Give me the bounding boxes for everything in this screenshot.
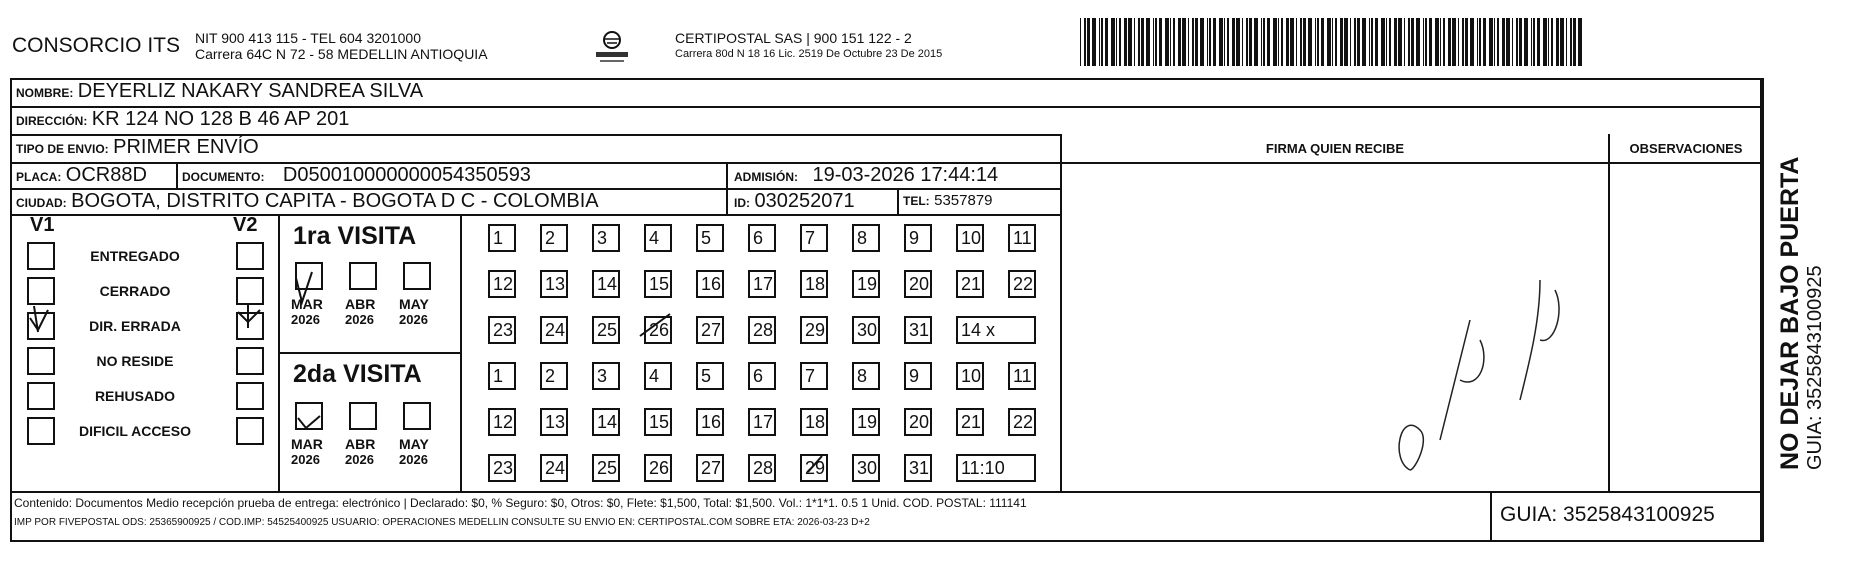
day-box[interactable]: 24: [540, 454, 568, 482]
day-box[interactable]: 9: [904, 224, 932, 252]
nombre-label: NOMBRE:: [16, 86, 74, 100]
day-box[interactable]: 5: [696, 224, 724, 252]
month-label: MAY: [399, 296, 429, 312]
day-box[interactable]: 19: [852, 408, 880, 436]
status-label: DIFICIL ACCESO: [78, 423, 191, 439]
direccion-value: KR 124 NO 128 B 46 AP 201: [91, 108, 350, 130]
day-box[interactable]: 17: [748, 270, 776, 298]
month-label: MAR: [291, 296, 323, 312]
day-box[interactable]: 19: [852, 270, 880, 298]
day-box[interactable]: 2: [540, 224, 568, 252]
day-box[interactable]: 12: [488, 408, 516, 436]
guia-box: GUIA: 3525843100925: [1500, 503, 1715, 526]
year-label: 2026: [291, 452, 320, 467]
nit-line: NIT 900 413 115 - TEL 604 3201000: [195, 30, 421, 46]
day-box[interactable]: 18: [800, 408, 828, 436]
day-box[interactable]: 14: [592, 270, 620, 298]
day-box[interactable]: 25: [592, 316, 620, 344]
day-box[interactable]: 23: [488, 316, 516, 344]
day-box[interactable]: 31: [904, 316, 932, 344]
day-box[interactable]: 27: [696, 316, 724, 344]
day-box[interactable]: 13: [540, 408, 568, 436]
day-box[interactable]: 25: [592, 454, 620, 482]
footer-line2: IMP POR FIVEPOSTAL ODS: 25365900925 / COD.IMP: 54525400925 USUARIO: OPERACIONES MEDELLIN CONSULTE SU ENVIO EN: CERTIPOSTAL.COM SOBRE ETA: 2026-03-23 D+2: [14, 517, 870, 528]
time-box[interactable]: 14 x: [956, 316, 1036, 344]
month-label: ABR: [345, 436, 376, 452]
day-box[interactable]: 10: [956, 362, 984, 390]
day-box[interactable]: 23: [488, 454, 516, 482]
day-box[interactable]: 30: [852, 454, 880, 482]
year-label: 2026: [345, 452, 374, 467]
admision-value: 19-03-2026 17:44:14: [812, 164, 999, 186]
day-box[interactable]: 29: [800, 454, 828, 482]
day-box[interactable]: 3: [592, 362, 620, 390]
day-box[interactable]: 3: [592, 224, 620, 252]
day-box[interactable]: 4: [644, 224, 672, 252]
firma-header: FIRMA QUIEN RECIBE: [1265, 141, 1405, 156]
day-box[interactable]: 20: [904, 270, 932, 298]
day-box[interactable]: 9: [904, 362, 932, 390]
day-box[interactable]: 21: [956, 408, 984, 436]
day-box[interactable]: 26: [644, 454, 672, 482]
day-box[interactable]: 1: [488, 224, 516, 252]
day-box[interactable]: 8: [852, 224, 880, 252]
company-name: CONSORCIO ITS: [12, 34, 181, 57]
day-box[interactable]: 30: [852, 316, 880, 344]
address-line: Carrera 64C N 72 - 58 MEDELLIN ANTIOQUIA: [195, 46, 488, 62]
day-box[interactable]: 16: [696, 408, 724, 436]
day-box[interactable]: 24: [540, 316, 568, 344]
month-label: MAR: [291, 436, 323, 452]
year-label: 2026: [345, 312, 374, 327]
first-visit-title: 1ra VISITA: [293, 222, 417, 250]
day-box[interactable]: 22: [1008, 270, 1036, 298]
second-visit-title: 2da VISITA: [293, 360, 422, 388]
day-box[interactable]: 17: [748, 408, 776, 436]
year-label: 2026: [399, 452, 428, 467]
day-box[interactable]: 20: [904, 408, 932, 436]
side-guia: GUIA: 3525843100925: [1804, 265, 1826, 470]
day-box[interactable]: 14: [592, 408, 620, 436]
day-box[interactable]: 4: [644, 362, 672, 390]
tel-value: 5357879: [934, 192, 993, 209]
day-box[interactable]: 28: [748, 454, 776, 482]
day-box[interactable]: 16: [696, 270, 724, 298]
carrier-line2: Carrera 80d N 18 16 Lic. 2519 De Octubre 23 De 2015: [675, 48, 943, 60]
day-box[interactable]: 21: [956, 270, 984, 298]
day-box[interactable]: 31: [904, 454, 932, 482]
tel-label: TEL:: [903, 194, 930, 208]
year-label: 2026: [291, 312, 320, 327]
day-box[interactable]: 11: [1008, 362, 1036, 390]
day-box[interactable]: 11: [1008, 224, 1036, 252]
day-box[interactable]: 22: [1008, 408, 1036, 436]
day-box[interactable]: 18: [800, 270, 828, 298]
day-box[interactable]: 13: [540, 270, 568, 298]
direccion-label: DIRECCIÓN:: [16, 114, 88, 128]
day-box[interactable]: 28: [748, 316, 776, 344]
status-label: NO RESIDE: [96, 353, 174, 369]
day-box[interactable]: 15: [644, 270, 672, 298]
day-box[interactable]: 15: [644, 408, 672, 436]
day-box[interactable]: 7: [800, 224, 828, 252]
placa-value: OCR88D: [65, 164, 147, 186]
day-box[interactable]: 6: [748, 362, 776, 390]
day-box[interactable]: 6: [748, 224, 776, 252]
documento-label: DOCUMENTO:: [182, 170, 265, 184]
tipo-label: TIPO DE ENVIO:: [16, 142, 109, 156]
admision-label: ADMISIÓN:: [734, 170, 798, 184]
day-box[interactable]: 29: [800, 316, 828, 344]
status-label: REHUSADO: [94, 388, 176, 404]
day-box[interactable]: 1: [488, 362, 516, 390]
nombre-value: DEYERLIZ NAKARY SANDREA SILVA: [77, 80, 424, 102]
day-box[interactable]: 5: [696, 362, 724, 390]
carrier-line1: CERTIPOSTAL SAS | 900 151 122 - 2: [675, 30, 912, 46]
tipo-value: PRIMER ENVÍO: [113, 136, 259, 158]
day-box[interactable]: 7: [800, 362, 828, 390]
day-box[interactable]: 10: [956, 224, 984, 252]
placa-label: PLACA:: [16, 170, 62, 184]
footer-line1: Contenido: Documentos Medio recepción prueba de entrega: electrónico | Declarado: $0, % Seguro: $0, Otros: $0, Flete: $1,500, Total: $1,500. Vol.: 1*1*1. 0.5 1 Unid. COD. POSTAL: 111141: [14, 496, 1027, 510]
id-value: 030252071: [754, 190, 855, 212]
side-warning: NO DEJAR BAJO PUERTA: [1776, 156, 1804, 470]
day-box[interactable]: 2: [540, 362, 568, 390]
status-label: ENTREGADO: [90, 248, 180, 264]
month-label: ABR: [345, 296, 376, 312]
v2-label: V2: [233, 214, 258, 236]
day-box[interactable]: 12: [488, 270, 516, 298]
status-label: CERRADO: [99, 283, 171, 299]
id-label: ID:: [734, 196, 750, 210]
v1-label: V1: [30, 214, 55, 236]
day-box[interactable]: 8: [852, 362, 880, 390]
day-box[interactable]: 26: [644, 316, 672, 344]
ciudad-value: BOGOTA, DISTRITO CAPITA - BOGOTA D C - COLOMBIA: [71, 190, 599, 212]
ciudad-label: CIUDAD:: [16, 196, 67, 210]
day-box[interactable]: 27: [696, 454, 724, 482]
documento-value: D050010000000054350593: [282, 164, 531, 186]
year-label: 2026: [399, 312, 428, 327]
status-label: DIR. ERRADA: [89, 318, 181, 334]
time-box[interactable]: 11:10: [956, 454, 1036, 482]
observaciones-header: OBSERVACIONES: [1629, 141, 1743, 156]
month-label: MAY: [399, 436, 429, 452]
